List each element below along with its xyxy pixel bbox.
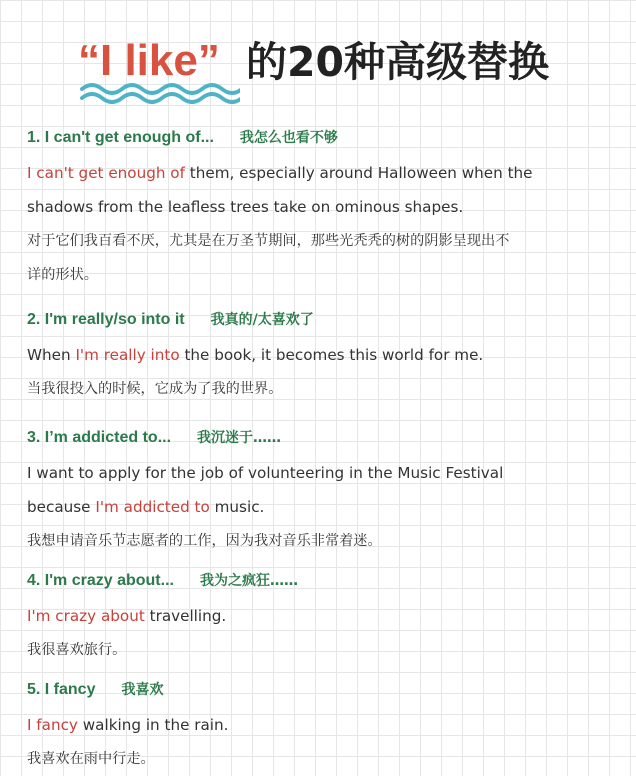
translation-line: 我想申请音乐节志愿者的工作，因为我对音乐非常着迷。 xyxy=(27,533,382,549)
entry-heading-cn: 我怎么也看不够 xyxy=(239,130,338,146)
entry-heading-cn: 我为之疯狂…… xyxy=(199,573,298,589)
entry-heading xyxy=(27,308,628,332)
entry-2 xyxy=(27,308,628,406)
entry-heading-cn: 我沉迷于…… xyxy=(197,430,282,446)
example-line xyxy=(27,490,628,524)
translation-line: 我喜欢在雨中行走。 xyxy=(27,751,155,767)
example-text: walking in the rain. xyxy=(77,716,229,734)
page-title xyxy=(0,28,636,98)
entry-4 xyxy=(27,569,628,667)
entry-heading xyxy=(27,569,628,593)
example-line: shadows from the leafless trees take on ominous shapes. xyxy=(27,198,464,216)
title-english: “I like” xyxy=(78,36,220,85)
wave-underline-icon xyxy=(80,82,240,104)
entry-heading-en: 2. I'm really/so into it xyxy=(27,311,185,328)
example-text: because xyxy=(27,498,96,516)
entry-3 xyxy=(27,426,628,558)
title-chinese: 的20种高级替换 xyxy=(246,38,550,86)
highlighted-phrase: I can't get enough of xyxy=(27,164,185,182)
example-text: travelling. xyxy=(144,607,227,625)
entry-heading-cn: 我真的/太喜欢了 xyxy=(210,312,314,328)
entry-heading xyxy=(27,678,628,702)
example-line xyxy=(27,708,628,742)
entry-heading-en: 1. I can't get enough of... xyxy=(27,129,214,146)
example-line xyxy=(27,156,628,190)
entry-5 xyxy=(27,678,628,776)
example-text: When xyxy=(27,346,76,364)
entry-heading-en: 4. I'm crazy about... xyxy=(27,572,174,589)
translation-line: 当我很投入的时候，它成为了我的世界。 xyxy=(27,381,283,397)
example-line xyxy=(27,599,628,633)
entry-heading xyxy=(27,426,628,450)
highlighted-phrase: I fancy xyxy=(27,716,78,734)
example-line xyxy=(27,338,628,372)
highlighted-phrase: I'm crazy about xyxy=(27,607,145,625)
translation-line: 对于它们我百看不厌，尤其是在万圣节期间，那些光秃秃的树的阴影呈现出不 xyxy=(27,233,510,249)
translation-line: 我很喜欢旅行。 xyxy=(27,642,127,658)
translation-line: 详的形状。 xyxy=(27,267,98,283)
example-text: music. xyxy=(209,498,265,516)
example-text: the book, it becomes this world for me. xyxy=(179,346,484,364)
highlighted-phrase: I'm really into xyxy=(75,346,180,364)
highlighted-phrase: I'm addicted to xyxy=(95,498,210,516)
entry-1 xyxy=(27,126,628,292)
entry-heading xyxy=(27,126,628,150)
entry-heading-cn: 我喜欢 xyxy=(121,682,164,698)
entry-heading-en: 5. I fancy xyxy=(27,681,96,698)
example-line: I want to apply for the job of volunteering in the Music Festival xyxy=(27,464,504,482)
example-text: them, especially around Halloween when the xyxy=(184,164,533,182)
entry-heading-en: 3. I’m addicted to... xyxy=(27,429,172,446)
